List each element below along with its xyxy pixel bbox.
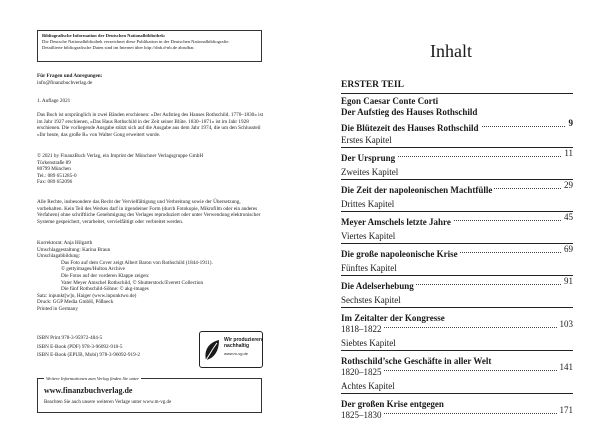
credit-flap-photos: Die Fotos auf der vorderen Klappe zeigen: [61,272,150,279]
page-number: 103 [557,319,574,330]
chapter-list [341,135,573,420]
other-publishers-note: Beachten Sie auch unsere weiteren Verlage unter www.m-vg.de [44,400,172,405]
edition: 1. Auflage 2021 [37,98,71,104]
edition-description: Das Buch ist ursprünglich in zwei Bänden erschienen: »Der Aufstieg des Hauses Rothschild. 1770–1830« ist im Jahr 1927 erschienen, »Das Haus Rothschild in der Zeit seiner Blüte. 1830–1871« ist im Jahr 1928 erschienen. Die vorliegende Ausgabe stützt sich auf die Ausgabe aus dem Jahr 1974, die um den Schlussteil »Ihr heute, das große R« von Walter Gong erweitert wurde. [37,112,264,138]
badge-url: www.m-vg.de [224,351,249,356]
contents-page [300,0,600,445]
sustainability-badge [199,331,263,368]
chapter-date-range: 1818–1822 [341,324,382,334]
chapter-title-row [341,276,573,291]
chapter-title: Die große napoleonische Krise [341,249,458,259]
copyright-line: © 2021 by FinanzBuch Verlag, ein Imprint der Münchner Verlagsgruppe GmbH [37,153,204,159]
chapter-title-row [341,244,573,259]
page-number: 29 [561,180,573,191]
contact-email: info@finanzbuchverlag.de [37,79,93,86]
copyright-block [37,153,267,186]
chapter-label: Viertes Kapitel [341,231,396,241]
chapter-date-range: 1820–1825 [341,367,382,377]
chapter-title: Die Adelserhebung [341,281,414,291]
web-box-legend: Weitere Informationen zum Verlag finden Sie unter [46,376,140,381]
credits-block [37,240,267,313]
credit-flap-photo-1: Vater Meyer Amschel Rothschild, © Shutterstock/Everett Collection [61,279,204,286]
badge-line-2: nachhaltig [224,343,250,349]
credit-cover-copyright: © gettyimages/Hulton Archive [61,266,125,273]
credit-druck: Druck: GGP Media GmbH, Pößneck [37,299,114,306]
chapter-date-row [341,319,573,334]
chapter-date-row [341,362,573,377]
page-number: 171 [557,405,574,416]
part-title-2: Die Blütezeit des Hauses Rothschild [341,123,479,133]
chapter-label: Sechstes Kapitel [341,295,401,305]
toc-chapter[interactable] [341,167,573,195]
contact-block [37,73,267,86]
credit-flap-photo-2: Die fünf Rothschild-Söhne: © akg-images [61,286,149,293]
chapter-title: Rothschild’sche Geschäfte in aller Welt [341,356,492,366]
isbn-block [37,334,197,360]
toc-chapter[interactable] [341,263,573,291]
chapter-title-row [341,308,573,323]
part-divider [341,93,573,94]
page-number: 141 [557,362,574,373]
chapter-title: Der großen Krise entgegen [341,399,444,409]
badge-line-1: Wir produzieren [224,337,263,343]
chapter-label: Zweites Kapitel [341,167,399,177]
address-street: Türkenstraße 89 [37,159,71,166]
fax: Fax: 089 652096 [37,179,73,186]
rights-notice: Alle Rechte, insbesondere das Recht der Vervielfältigung und Verbreitung sowie der Übersetzung, vorbehalten. Kein Teil des Werkes darf in irgendeiner Form (durch Fotokopie, Mikrofilm oder ein anderes Verfahren) ohne schriftliche Genehmigung des Verlages reproduziert oder unter Verwendung elektronischer Systeme gespeichert, verarbeitet, vervielfältigt oder verbreitet werden. [37,199,261,225]
chapter-title: Im Zeitalter der Kongresse [341,313,445,323]
chapter-title: Die Zeit der napoleonischen Machtfülle [341,185,493,195]
toc-chapter[interactable] [341,135,573,163]
address-city: 80799 München [37,166,71,173]
part-label: ERSTER TEIL [341,80,404,90]
page-number: 9 [566,118,574,129]
part-title-1: Der Aufstieg des Hauses Rothschild [341,107,478,117]
credit-umschlaggestaltung: Umschlaggestaltung: Karina Braun [37,246,111,253]
credit-korrektorat: Korrektorat: Anja Hilgarth [37,240,93,246]
credit-umschlagabbildung: Umschlagabbildung: [37,253,81,260]
toc-entry-part[interactable] [341,118,573,133]
contact-heading: Für Fragen und Anregungen: [37,73,103,79]
chapter-label: Achtes Kapitel [341,381,395,391]
bib-line-1: Die Deutsche Nationalbibliothek verzeichnet diese Publikation in der Deutschen Nationalbibliografie. [42,39,230,44]
page-number: 91 [561,276,573,287]
page-title: Inhalt [430,41,472,61]
part-author: Egon Caesar Conte Corti [341,96,439,106]
page-number: 69 [561,244,573,255]
chapter-label: Siebtes Kapitel [341,338,396,348]
printed-in: Printed in Germany [37,305,78,312]
chapter-label: Erstes Kapitel [341,135,392,145]
credit-cover-photo: Das Foto auf dem Cover zeigt Albert Baron von Rothschild (1844-1911). [61,259,213,266]
table-of-contents [341,80,573,420]
publisher-web-box [37,378,262,413]
toc-chapter[interactable] [341,381,573,420]
bibliographic-info-box [37,30,262,62]
chapter-title-row [341,394,573,409]
isbn-print: ISBN Print 978-3-95972-484-5 [37,335,103,341]
toc-chapter[interactable] [341,199,573,227]
chapter-title-row [341,148,573,163]
toc-chapter[interactable] [341,231,573,259]
toc-chapter[interactable] [341,295,573,334]
toc-chapter[interactable] [341,338,573,377]
chapter-label: Fünftes Kapitel [341,263,397,273]
leaf-icon [203,338,221,362]
credit-satz: Satz: inpunkt[w]o, Haiger (www.inpunktwo.de) [37,292,137,299]
page-number: 45 [561,212,573,223]
chapter-title: Der Ursprung [341,153,396,163]
isbn-epub: ISBN E-Book (EPUB, Mobi) 978-3-96092-919-2 [37,352,141,359]
chapter-title-row [341,212,573,227]
isbn-pdf: ISBN E-Book (PDF) 978-3-96092-918-5 [37,343,123,350]
page-number: 11 [561,148,573,159]
phone: Tel.: 089 651285-0 [37,172,77,179]
bib-line-2: Detaillierte bibliografische Daten sind im Internet über http://dnb.d-nb.de abrufbar. [42,45,195,50]
publisher-url[interactable]: www.finanzbuchverlag.de [44,386,133,395]
chapter-label: Drittes Kapitel [341,199,395,209]
chapter-title-row [341,351,573,366]
chapter-date-range: 1825–1830 [341,410,382,420]
chapter-title: Meyer Amschels letzte Jahre [341,217,451,227]
chapter-title-row [341,180,573,195]
chapter-date-row [341,405,573,420]
bib-heading: Bibliografische Information der Deutschen Nationalbibliothek: [42,33,166,38]
